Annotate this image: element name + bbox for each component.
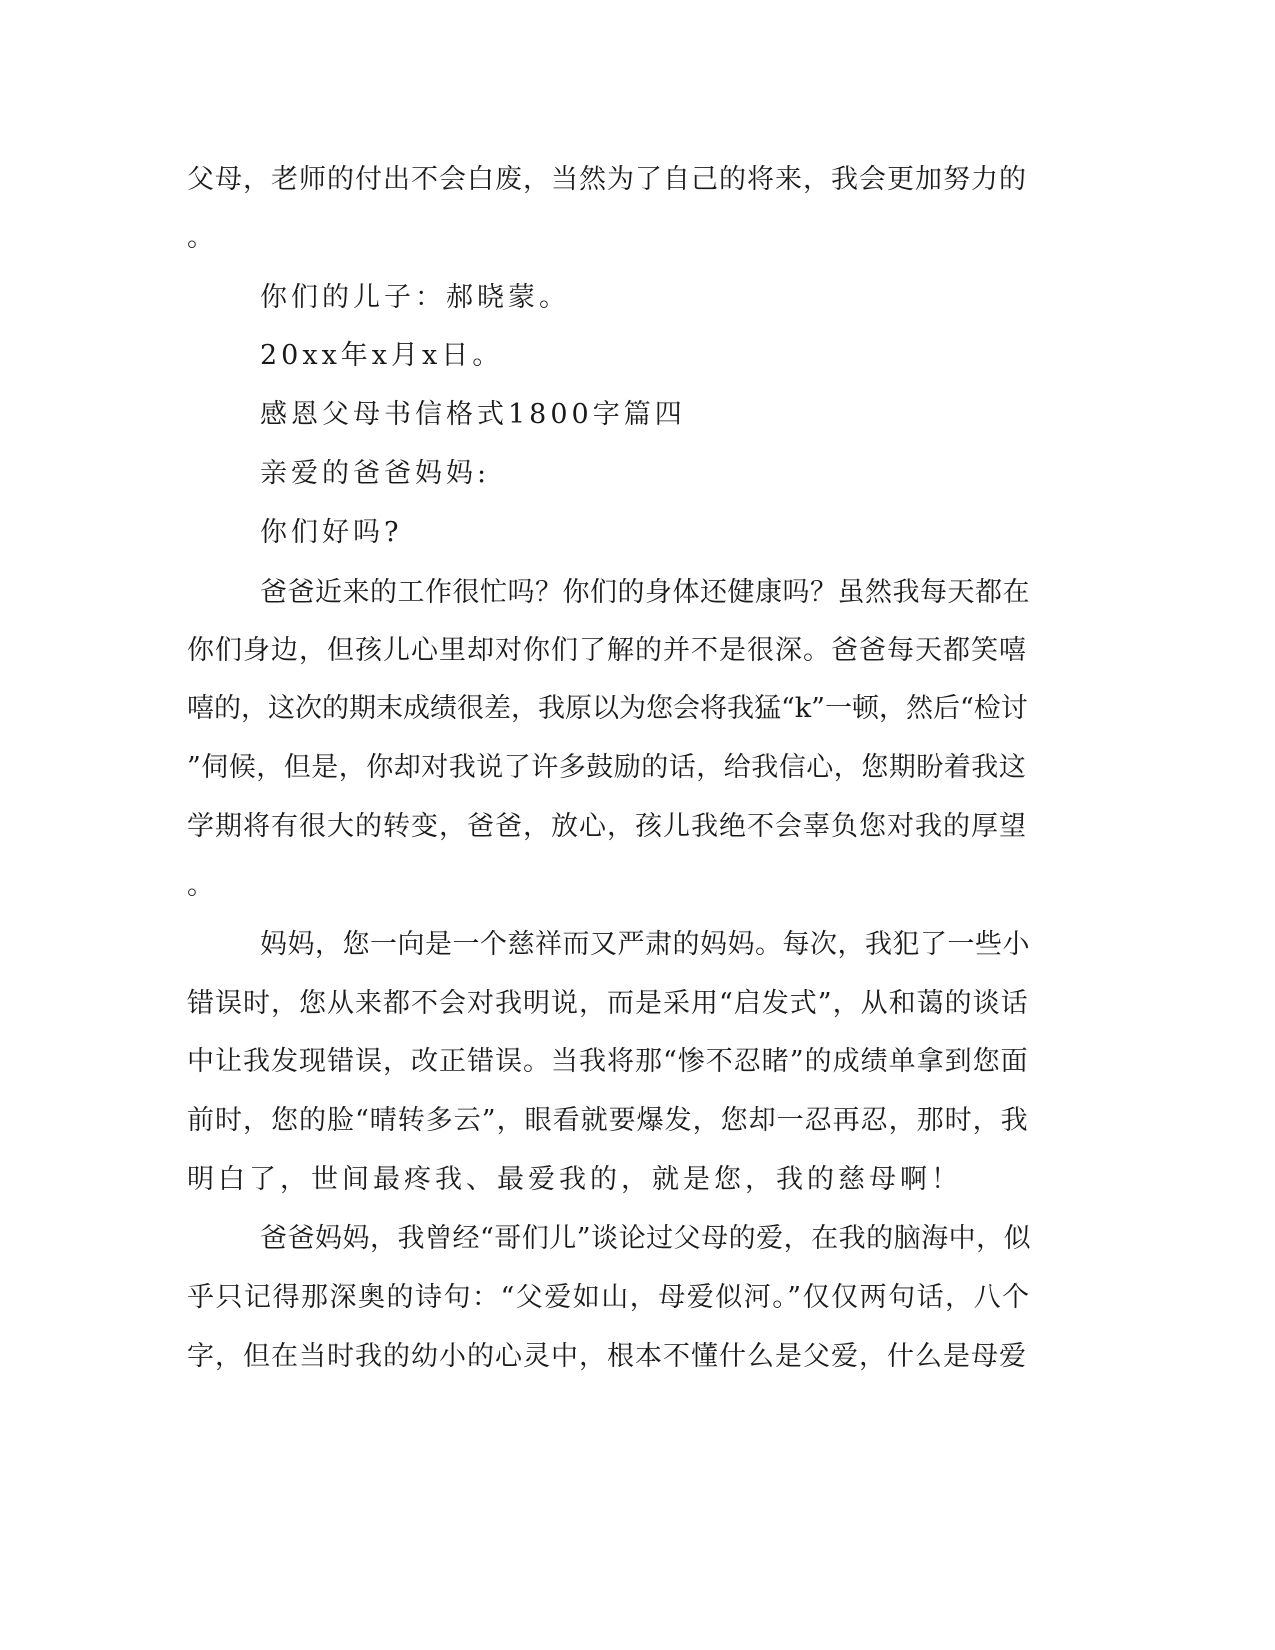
text-line: 爸爸妈妈，我曾经“哥们儿”谈论过父母的爱，在我的脑海中，似 [260, 1223, 1032, 1254]
section-title: 感恩父母书信格式1800字篇四 [260, 399, 686, 430]
text-line: 爸爸近来的工作很忙吗？你们的身体还健康吗？虽然我每天都在 [260, 577, 1030, 608]
text-line: 嘻的，这次的期末成绩很差，我原以为您会将我猛“k”一顿，然后“检讨 [187, 693, 1028, 724]
text-line: 。 [187, 870, 218, 901]
text-line: 。 [187, 222, 218, 253]
text-line: 明白了，世间最疼我、最爱我的，就是您，我的慈母啊！ [187, 1164, 962, 1195]
text-line: 你们身边，但孩儿心里却对你们了解的并不是很深。爸爸每天都笑嘻 [187, 635, 1027, 666]
text-line: 父母，老师的付出不会白废，当然为了自己的将来，我会更加努力的 [187, 164, 1027, 195]
text-line: 中让我发现错误，改正错误。当我将那“惨不忍睹”的成绩单拿到您面 [187, 1046, 1029, 1077]
text-line: 字，但在当时我的幼小的心灵中，根本不懂什么是父爱，什么是母爱 [187, 1341, 1027, 1372]
text-line: 乎只记得那深奥的诗句：“父爱如山，母爱似河。”仅仅两句话，八个 [187, 1282, 1031, 1313]
text-line: 学期将有很大的转变，爸爸，放心，孩儿我绝不会辜负您对我的厚望 [187, 811, 1027, 842]
text-line: 前时，您的脸“晴转多云”，眼看就要爆发，您却一忍再忍，那时，我 [187, 1105, 1029, 1136]
salutation: 亲爱的爸爸妈妈: [260, 458, 491, 489]
signature-line: 你们的儿子：郝晓蒙。 [260, 282, 570, 313]
text-line: ”伺候，但是，你却对我说了许多鼓励的话，给我信心，您期盼着我这 [187, 752, 1027, 783]
greeting: 你们好吗? [260, 517, 403, 548]
text-line: 妈妈，您一向是一个慈祥而又严肃的妈妈。每次，我犯了一些小 [260, 929, 1030, 960]
date-line: 20xx年x月x日。 [260, 340, 504, 371]
text-line: 错误时，您从来都不会对我明说，而是采用“启发式”，从和蔼的谈话 [187, 988, 1029, 1019]
